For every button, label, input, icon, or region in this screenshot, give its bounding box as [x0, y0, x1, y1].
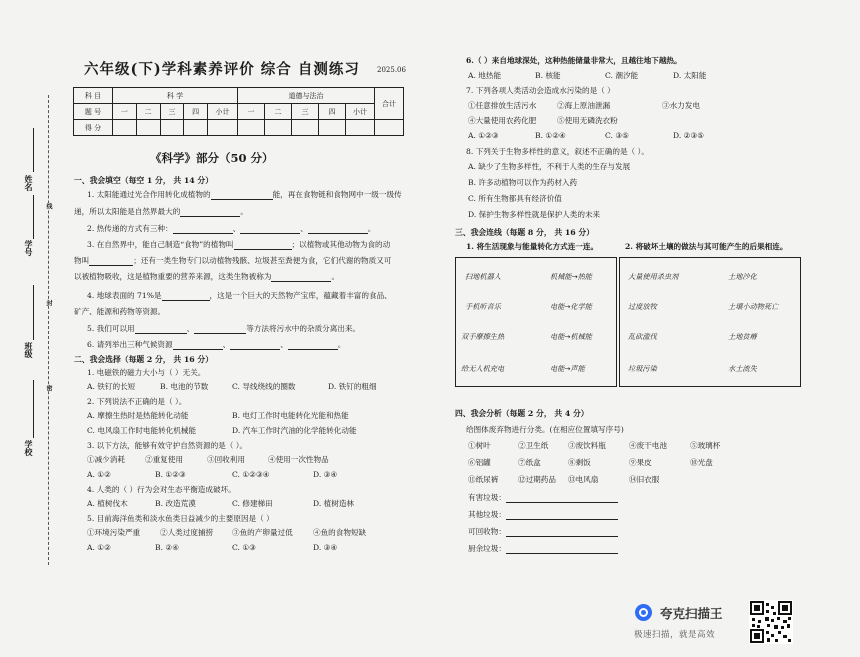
- option: A. ①②③: [468, 131, 499, 140]
- option: D. ③④: [313, 543, 338, 552]
- list-item: ①树叶: [468, 441, 491, 450]
- section-heading: 三、我会连线（每题 8 分， 共 16 分）: [455, 228, 595, 237]
- option: A. 摩擦生热时是热能转化动能: [87, 411, 189, 420]
- statement: ②人类过度捕捞: [160, 528, 214, 537]
- question: 3. 在自然界中，能自己制造“食物”的植物叫 ；以植物或其他动物为食的动: [87, 240, 391, 249]
- question: 1. 太阳能通过光合作用转化成植物的 能，再在食物链和食物网中一级一级传: [87, 190, 402, 199]
- option: C. 修建梯田: [232, 499, 273, 508]
- answer-line[interactable]: 可回收物：: [468, 527, 618, 537]
- list-item: ⑭旧衣服: [629, 475, 660, 484]
- option: A. ①②: [87, 470, 111, 479]
- statement: ①任意排放生活污水: [468, 101, 537, 110]
- table-cell[interactable]: [292, 120, 319, 136]
- table-cell: 合计: [375, 88, 404, 120]
- option: B. 改造荒漠: [155, 499, 196, 508]
- question: 7. 下列各项人类活动会造成水污染的是（ ）: [466, 86, 615, 95]
- answer-line[interactable]: 厨余垃圾：: [468, 544, 618, 554]
- match-left-item[interactable]: 乱砍滥伐: [628, 332, 657, 341]
- list-item: ⑬电风扇: [568, 475, 599, 484]
- table-cell[interactable]: [375, 120, 404, 136]
- question: 以被植物吸收，这是植物重要的营养来源，这类生物被称为 。: [74, 272, 340, 281]
- option: D. 植树造林: [313, 499, 355, 508]
- section-heading: 四、我会分析（每题 2 分， 共 4 分）: [455, 409, 589, 418]
- list-item: ③废饮料瓶: [568, 441, 606, 450]
- table-cell: 一: [238, 104, 265, 120]
- match-left-item[interactable]: 给无人机充电: [461, 364, 505, 373]
- qr-code-icon: [749, 600, 793, 644]
- option: C. 潮汐能: [605, 71, 639, 80]
- option: D. 铁钉的粗细: [328, 382, 377, 391]
- list-item: ④废干电池: [629, 441, 667, 450]
- list-item: ⑫过期药品: [518, 475, 556, 484]
- table-cell[interactable]: [184, 120, 208, 136]
- score-table: [73, 87, 404, 136]
- match-right-item[interactable]: 电能→机械能: [550, 332, 592, 341]
- list-item: ②卫生纸: [518, 441, 549, 450]
- statement: ②海上原油泄漏: [557, 101, 611, 110]
- statement: ③鱼的产卵量过低: [232, 528, 293, 537]
- statement: ④大量使用农药化肥: [468, 116, 537, 125]
- match-left-item[interactable]: 扫地机器人: [465, 272, 501, 281]
- table-cell: 二: [136, 104, 160, 120]
- seal-mark: 密: [45, 385, 52, 391]
- table-cell[interactable]: [238, 120, 265, 136]
- match-left-item[interactable]: 手机听音乐: [465, 302, 501, 311]
- table-cell: 一: [113, 104, 137, 120]
- option: C. 电风扇工作时电能转化机械能: [87, 426, 197, 435]
- table-cell: 道德与法治: [238, 88, 375, 104]
- section-heading: 二、我会选择（每题 2 分， 共 16 分）: [74, 355, 214, 364]
- table-cell: 得 分: [74, 120, 113, 136]
- question: 5. 我们可以用 、 等方法将污水中的杂质分离出来。: [87, 324, 361, 333]
- table-cell: 四: [184, 104, 208, 120]
- seal-mark: 封: [45, 300, 52, 306]
- table-cell[interactable]: [160, 120, 184, 136]
- exam-title: 六年级(下)学科素养评价 综合 自测练习: [84, 61, 360, 78]
- option: D. ②③⑤: [673, 131, 705, 140]
- table-cell[interactable]: [265, 120, 292, 136]
- option: A. 铁钉的长短: [87, 382, 136, 391]
- match-right-item[interactable]: 电能→声能: [550, 364, 585, 373]
- list-item: ⑨果皮: [629, 458, 652, 467]
- part-title: 《科学》部分（50 分）: [150, 151, 274, 165]
- question: 2. 将破坏土壤的做法与其可能产生的后果相连。: [625, 242, 788, 251]
- question: 1. 将生活现象与能量转化方式连一连。: [466, 242, 599, 251]
- question: 6.（ ）来自地球深处，这种热能储量非常大，且越往地下越热。: [466, 56, 682, 65]
- list-item: ⑧剩饭: [568, 458, 591, 467]
- option: A. 地热能: [468, 71, 502, 80]
- statement: ④鱼的食物短缺: [313, 528, 367, 537]
- exam-date: 2025.06: [377, 66, 406, 74]
- statement: ③水力发电: [662, 101, 700, 110]
- list-item: ⑤玻璃杯: [690, 441, 721, 450]
- option: C. ③⑤: [605, 131, 629, 140]
- watermark-slogan: 极速扫描，就是高效: [634, 629, 716, 639]
- option: B. 电池的节数: [160, 382, 209, 391]
- option: C. ①②③④: [232, 470, 270, 479]
- answer-line[interactable]: 有害垃圾：: [468, 493, 618, 503]
- option: B. 核能: [535, 71, 561, 80]
- table-cell: 小计: [208, 104, 238, 120]
- school-label: 学校: [24, 440, 34, 456]
- question: 4. 人类的（ ）行为会对生态平衡造成破坏。: [87, 485, 236, 494]
- watermark-brand: 夸克扫描王: [660, 607, 723, 621]
- question: 4. 地球表面的 71%是 ，这是一个巨大的天然物产宝库，蕴藏着丰富的食品、: [87, 291, 392, 300]
- list-item: ⑪纸尿裤: [468, 475, 499, 484]
- name-line: [33, 128, 34, 172]
- name-label: 姓名: [24, 175, 34, 191]
- section-heading: 一、我会填空（每空 1 分， 共 14 分）: [74, 176, 214, 185]
- option: D. 汽车工作时汽油的化学能转化动能: [232, 426, 357, 435]
- class-label: 班级: [24, 342, 34, 358]
- option: C. 导线绕线的圈数: [232, 382, 296, 391]
- list-item: ⑦纸盒: [518, 458, 541, 467]
- match-left-item[interactable]: 大量使用杀虫剂: [628, 272, 679, 281]
- table-cell: 三: [160, 104, 184, 120]
- question: 2. 下列说法不正确的是（ ）。: [87, 397, 187, 406]
- question: 递，所以太阳能是自然界最大的 。: [74, 207, 248, 216]
- option: B. ②④: [155, 543, 180, 552]
- match-right-item[interactable]: 机械能→热能: [550, 272, 592, 281]
- match-right-item[interactable]: 土壤小动物死亡: [728, 302, 779, 311]
- question: 5. 目前海洋鱼类和淡水鱼类日益减少的主要原因是（ ）: [87, 514, 274, 523]
- school-line: [33, 380, 34, 438]
- list-item: ⑥铝罐: [468, 458, 491, 467]
- id-label: 学号: [24, 240, 34, 256]
- table-cell[interactable]: [319, 120, 346, 136]
- statement: ④使用一次性物品: [268, 455, 329, 464]
- option: C. ①③: [232, 543, 256, 552]
- quark-logo-icon: [635, 604, 652, 621]
- list-item: ⑩光盘: [690, 458, 713, 467]
- statement: ②重复使用: [145, 455, 183, 464]
- table-cell: 题 号: [74, 104, 113, 120]
- class-line: [33, 285, 34, 340]
- table-cell: 四: [319, 104, 346, 120]
- question: 矿产、能源和药物等资源。: [74, 307, 166, 316]
- match-left-item[interactable]: 双手摩擦生热: [461, 332, 505, 341]
- match-right-item[interactable]: 土地沙化: [728, 272, 757, 281]
- table-cell: 二: [265, 104, 292, 120]
- match-right-item[interactable]: 土地贫瘠: [728, 332, 757, 341]
- question: 3. 以下方法，能够有效守护自然资源的是（ ）。: [87, 441, 248, 450]
- table-cell: 三: [292, 104, 319, 120]
- question: 1. 电磁铁的磁力大小与（ ）无关。: [87, 368, 206, 377]
- option: A. 植树伐木: [87, 499, 128, 508]
- option: A. 缺少了生物多样性，不利于人类的生存与发展: [468, 162, 631, 171]
- statement: ③回收利用: [207, 455, 245, 464]
- table-cell[interactable]: [208, 120, 238, 136]
- question: 8. 下列关于生物多样性的意义，叙述不正确的是（ ）。: [466, 147, 649, 156]
- option: A. ①②: [87, 543, 111, 552]
- option: B. ①②③: [155, 470, 186, 479]
- table-cell[interactable]: [346, 120, 375, 136]
- statement: ⑤使用无磷洗衣粉: [557, 116, 618, 125]
- table-cell: 小计: [346, 104, 375, 120]
- match-left-item[interactable]: 垃圾污染: [628, 364, 657, 373]
- option: D. 太阳能: [673, 71, 707, 80]
- match-right-item[interactable]: 水土流失: [728, 364, 757, 373]
- option: C. 所有生物都具有经济价值: [468, 194, 562, 203]
- question: 2. 热传递的方式有三种： 、 、 。: [87, 224, 376, 233]
- match-right-item[interactable]: 电能→化学能: [550, 302, 592, 311]
- table-cell: 科 目: [74, 88, 113, 104]
- seal-mark: 线: [45, 203, 52, 209]
- option: B. 许多动植物可以作为药材入药: [468, 178, 578, 187]
- table-cell[interactable]: [113, 120, 137, 136]
- question: 物叫 ；还有一类生物专门以动植物残骸、垃圾甚至粪便为食，它们代谢的物质又可: [74, 256, 392, 265]
- answer-line[interactable]: 其他垃圾：: [468, 510, 618, 520]
- option: B. 电灯工作时电能转化光能和热能: [232, 411, 349, 420]
- id-line: [33, 195, 34, 239]
- statement: ①减少消耗: [87, 455, 125, 464]
- table-cell: 科 学: [113, 88, 238, 104]
- option: D. ③④: [313, 470, 338, 479]
- option: D. 保护生物多样性就是保护人类的未来: [468, 210, 601, 219]
- question: 给图体废弃物进行分类。(在相应位置填写序号): [466, 425, 624, 434]
- statement: ①环境污染严重: [87, 528, 141, 537]
- match-left-item[interactable]: 过度放牧: [628, 302, 657, 311]
- binding-line: [48, 95, 49, 565]
- option: B. ①②④: [535, 131, 566, 140]
- question: 6. 请列举出三种气候资源 、 、 。: [87, 340, 346, 349]
- table-cell[interactable]: [136, 120, 160, 136]
